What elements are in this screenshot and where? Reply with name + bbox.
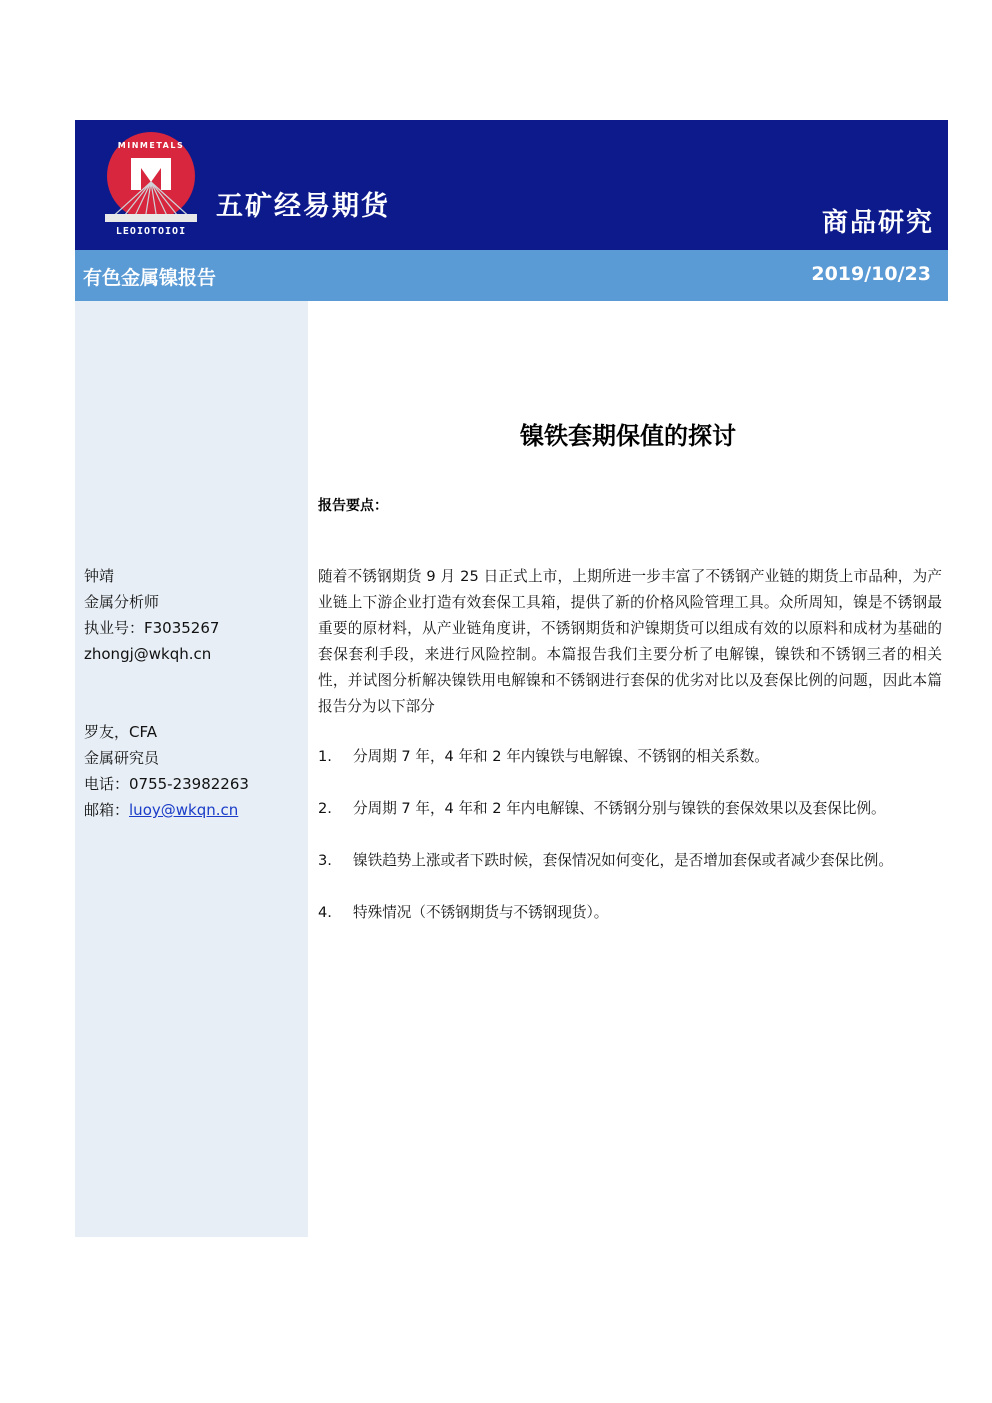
list-item-number: 3. (318, 852, 332, 869)
report-type: 有色金属镍报告 (83, 267, 217, 289)
analyst-name: 罗友，CFA (84, 723, 157, 741)
header-band (75, 120, 948, 250)
analyst-name: 钟靖 (84, 567, 115, 585)
analyst-sidebar (75, 301, 308, 1237)
list-item (318, 848, 942, 900)
analyst-card-1 (84, 563, 219, 667)
email-link[interactable]: luoy@wkqn.cn (129, 801, 239, 819)
list-item-number: 2. (318, 800, 332, 817)
analyst-email-row (84, 797, 249, 823)
list-item (318, 796, 942, 848)
list-item-number: 4. (318, 904, 332, 921)
logo-bottom-text: LEOIOTOIOI (115, 226, 187, 236)
list-item (318, 744, 942, 796)
analyst-card-2 (84, 719, 249, 823)
subheader-band (75, 250, 948, 301)
list-item-text: 特殊情况（不锈钢期货与不锈钢现货）。 (353, 904, 609, 921)
logo-arc-text: MINMETALS (117, 141, 185, 150)
analyst-license: 执业号：F3035267 (84, 619, 220, 637)
minmetals-logo (101, 132, 201, 236)
list-item-text: 分周期 7 年，4 年和 2 年内镍铁与电解镍、不锈钢的相关系数。 (353, 748, 769, 765)
list-item-text: 镍铁趋势上涨或者下跌时候，套保情况如何变化，是否增加套保或者减少套保比例。 (353, 852, 893, 869)
analyst-title: 金属研究员 (84, 749, 160, 767)
analyst-email: zhongj@wkqh.cn (84, 645, 212, 663)
company-name: 五矿经易期货 (216, 191, 390, 222)
list-item (318, 900, 942, 952)
list-item-text: 分周期 7 年，4 年和 2 年内电解镍、不锈钢分别与镍铁的套保效果以及套保比例。 (353, 800, 886, 817)
report-category: 商品研究 (821, 208, 934, 238)
report-summary: 随着不锈钢期货 9 月 25 日正式上市，上期所进一步丰富了不锈钢产业链的期货上市品种，为产业链上下游企业打造有效套保工具箱，提供了新的价格风险管理工具。众所周知，镍是不锈钢最重要的原材料，从产业链角度讲，不锈钢期货和沪镍期货可以组成有效的以原料和成材为基础的套保套利手段，来进行风险控制。本篇报告我们主要分析了电解镍，镍铁和不锈钢三者的相关性，并试图分析解决镍铁用电解镍和不锈钢进行套保的优劣对比以及套保比例的问题，因此本篇报告分为以下部分 (318, 568, 942, 715)
email-label: 邮箱： (84, 801, 130, 819)
analyst-phone: 电话：0755-23982263 (84, 775, 249, 793)
list-item-number: 1. (318, 748, 332, 765)
key-points-label: 报告要点： (318, 498, 388, 514)
report-title: 镍铁套期保值的探讨 (520, 422, 736, 450)
analyst-title: 金属分析师 (84, 593, 160, 611)
key-points-list (318, 744, 942, 952)
report-date: 2019/10/23 (811, 263, 931, 285)
